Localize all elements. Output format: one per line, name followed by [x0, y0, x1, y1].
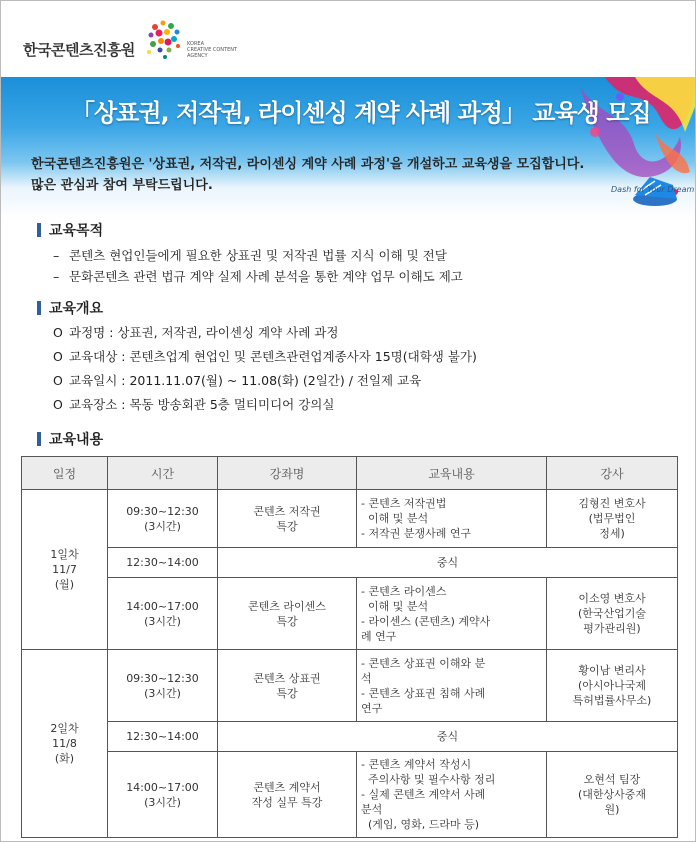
content-cell: - 콘텐츠 계약서 작성시 주의사항 및 필수사항 정리 - 실제 콘텐츠 계약서 사례 분석 (게임, 영화, 드라마 등) [357, 752, 547, 838]
hero-banner [1, 77, 695, 219]
page-title: 「상표권, 저작권, 라이센싱 계약 사례 과정」 교육생 모집 [71, 99, 651, 127]
header-content: 교육내용 [357, 457, 547, 490]
section-bar-icon [37, 223, 41, 237]
content-cell: - 콘텐츠 상표권 이해와 분 석 - 콘텐츠 상표권 침해 사례 연구 [357, 650, 547, 722]
instructor-cell: 황이남 변리사 (아시아나국제 특허법률사무소) [547, 650, 678, 722]
org-name: 한국콘텐츠진흥원 [23, 41, 135, 59]
table-header-row [22, 457, 678, 490]
section-bar-icon [37, 301, 41, 315]
table-row [22, 650, 678, 722]
header-instructor: 강사 [547, 457, 678, 490]
header-day: 일정 [22, 457, 108, 490]
time-cell: 12:30~14:00 [108, 548, 218, 578]
content-cell: - 콘텐츠 저작권법 이해 및 분석 - 저작권 분쟁사례 연구 [357, 490, 547, 548]
purpose-item: – 콘텐츠 현업인들에게 필요한 상표권 및 저작권 법률 지식 이해 및 전달 [53, 248, 447, 263]
day-cell: 1일차 11/7 (월) [22, 490, 108, 650]
table-row [22, 578, 678, 650]
org-name-en: KOREA CREATIVE CONTENT AGENCY [187, 41, 238, 59]
table-row [22, 752, 678, 838]
purpose-item: – 문화콘텐츠 관련 법규 계약 실제 사례 분석을 통한 계약 업무 이해도 제고 [53, 269, 463, 284]
instructor-cell: 김형진 변호사 (법무법인 정세) [547, 490, 678, 548]
slogan: Dash for Your Dream [611, 185, 695, 194]
time-cell: 09:30~12:30 (3시간) [108, 490, 218, 548]
overview-item: O 과정명 : 상표권, 저작권, 라이센싱 계약 사례 과정 [53, 325, 339, 340]
overview-item: O 교육장소 : 목동 방송회관 5층 멀티미디어 강의실 [53, 397, 335, 412]
table-row [22, 722, 678, 752]
kocca-logo-icon [141, 17, 187, 63]
break-cell: 중식 [218, 548, 678, 578]
overview-item: O 교육일시 : 2011.11.07(월) ~ 11.08(화) (2일간) / 전일제 교육 [53, 373, 422, 388]
header-course: 강좌명 [218, 457, 357, 490]
table-row [22, 548, 678, 578]
section-bar-icon [37, 432, 41, 446]
schedule-table [21, 456, 678, 838]
header-time: 시간 [108, 457, 218, 490]
day-cell: 2일차 11/8 (화) [22, 650, 108, 838]
intro-text: 한국콘텐츠진흥원은 '상표권, 저작권, 라이센싱 계약 사례 과정'을 개설하고 교육생을 모집합니다. 많은 관심과 참여 부탁드립니다. [31, 157, 585, 193]
content-cell: - 콘텐츠 라이센스 이해 및 분석 - 라이센스 (콘텐츠) 계약사 례 연구 [357, 578, 547, 650]
instructor-cell: 오현석 팀장 (대한상사중재 원) [547, 752, 678, 838]
course-cell: 콘텐츠 계약서 작성 실무 특강 [218, 752, 357, 838]
section-heading-purpose: 교육목적 [37, 220, 103, 240]
course-cell: 콘텐츠 라이센스 특강 [218, 578, 357, 650]
time-cell: 14:00~17:00 (3시간) [108, 578, 218, 650]
course-cell: 콘텐츠 저작권 특강 [218, 490, 357, 548]
section-heading-content: 교육내용 [37, 429, 103, 449]
break-cell: 중식 [218, 722, 678, 752]
course-cell: 콘텐츠 상표권 특강 [218, 650, 357, 722]
time-cell: 14:00~17:00 (3시간) [108, 752, 218, 838]
time-cell: 09:30~12:30 (3시간) [108, 650, 218, 722]
table-row [22, 490, 678, 548]
logo-bar [1, 1, 695, 77]
instructor-cell: 이소영 변호사 (한국산업기술 평가관리원) [547, 578, 678, 650]
time-cell: 12:30~14:00 [108, 722, 218, 752]
overview-item: O 교육대상 : 콘텐츠업계 현업인 및 콘텐츠관련업계종사자 15명(대학생 불가) [53, 349, 477, 364]
section-heading-overview: 교육개요 [37, 298, 103, 318]
